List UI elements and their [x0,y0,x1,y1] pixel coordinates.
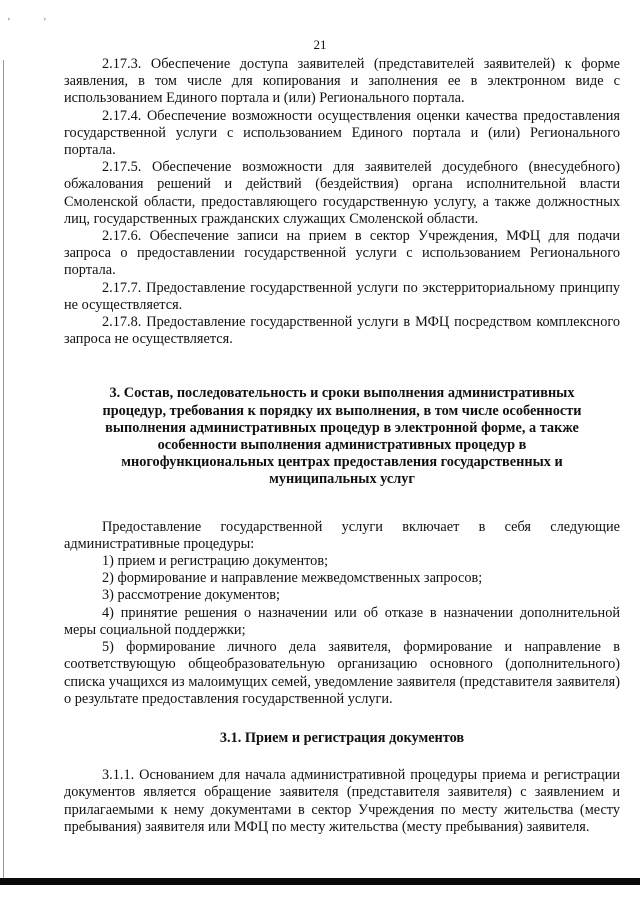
procedure-item: 5) формирование личного дела заявителя, формирование и направление в соответствующую общеобразовательную организацию основного (дополнительного) списка учащихся из малоимущих семей, уведомление заявителя (представителя заявителя) о результате предоставления государственной услуги. [64,639,620,707]
paragraph-2-17-3: 2.17.3. Обеспечение доступа заявителей (представителей заявителей) к форме заявления, в том числе для копирования и заполнения ее в электронном виде с использованием Единого портала и (или) Регионального портала. [64,56,620,107]
section-3-heading-line: процедур, требования к порядку их выполнения, в том числе особенности [102,402,582,419]
procedure-item: 4) принятие решения о назначении или об отказе в назначении дополнительной меры социальной поддержки; [64,604,620,638]
section-3-heading-line: муниципальных услуг [269,471,415,488]
section-3-intro: Предоставление государственной услуги включает в себя следующие административные процедуры: [64,518,620,552]
section-3-1-heading: 3.1. Прием и регистрация документов [219,729,465,746]
scan-bottom-bar [0,878,640,885]
page-number: 21 [313,37,327,52]
scan-artifact-mark: ' [44,17,46,28]
procedure-item: 3) рассмотрение документов; [102,587,280,604]
paragraph-2-17-6: 2.17.6. Обеспечение записи на прием в сектор Учреждения, МФЦ для подачи запроса о предоставлении государственной услуги с использованием Регионального портала. [64,228,620,279]
section-3-heading-line: особенности выполнения административных процедур в [157,437,527,454]
scan-artifact-mark: ' [8,17,10,28]
section-3-heading-line: многофункциональных центрах предоставления государственных и [121,454,563,471]
paragraph-2-17-7: 2.17.7. Предоставление государственной услуги по экстерриториальному принципу не осуществляется. [64,279,620,313]
paragraph-3-1-1: 3.1.1. Основанием для начала административной процедуры приема и регистрации документов является обращение заявителя (представителя заявителя) с заявлением и прилагаемыми к нему документами в сектор Учреждения по месту жительства (месту пребывания) заявителя или МФЦ по месту жительства (месту пребывания) заявителя. [64,767,620,835]
section-3-heading-line: 3. Состав, последовательность и сроки выполнения административных [109,385,575,402]
section-3-heading [64,385,620,488]
procedure-item: 1) прием и регистрацию документов; [102,553,329,570]
procedure-item: 2) формирование и направление межведомственных запросов; [102,570,483,587]
paragraph-2-17-5: 2.17.5. Обеспечение возможности для заявителей досудебного (внесудебного) обжалования решений и действий (бездействия) органа исполнительной власти Смоленской области, предоставляющего государственную услугу, а также должностных лиц, государственных гражданских служащих Смоленской области. [64,159,620,227]
paragraph-2-17-4: 2.17.4. Обеспечение возможности осуществления оценки качества предоставления государственной услуги с использованием Единого портала и (или) Регионального портала. [64,107,620,159]
document-body [64,56,620,836]
section-3-heading-line: выполнения административных процедур в электронной форме, а также [105,419,579,436]
paragraph-2-17-8: 2.17.8. Предоставление государственной услуги в МФЦ посредством комплексного запроса не осуществляется. [64,314,620,348]
scan-left-edge [3,60,4,880]
